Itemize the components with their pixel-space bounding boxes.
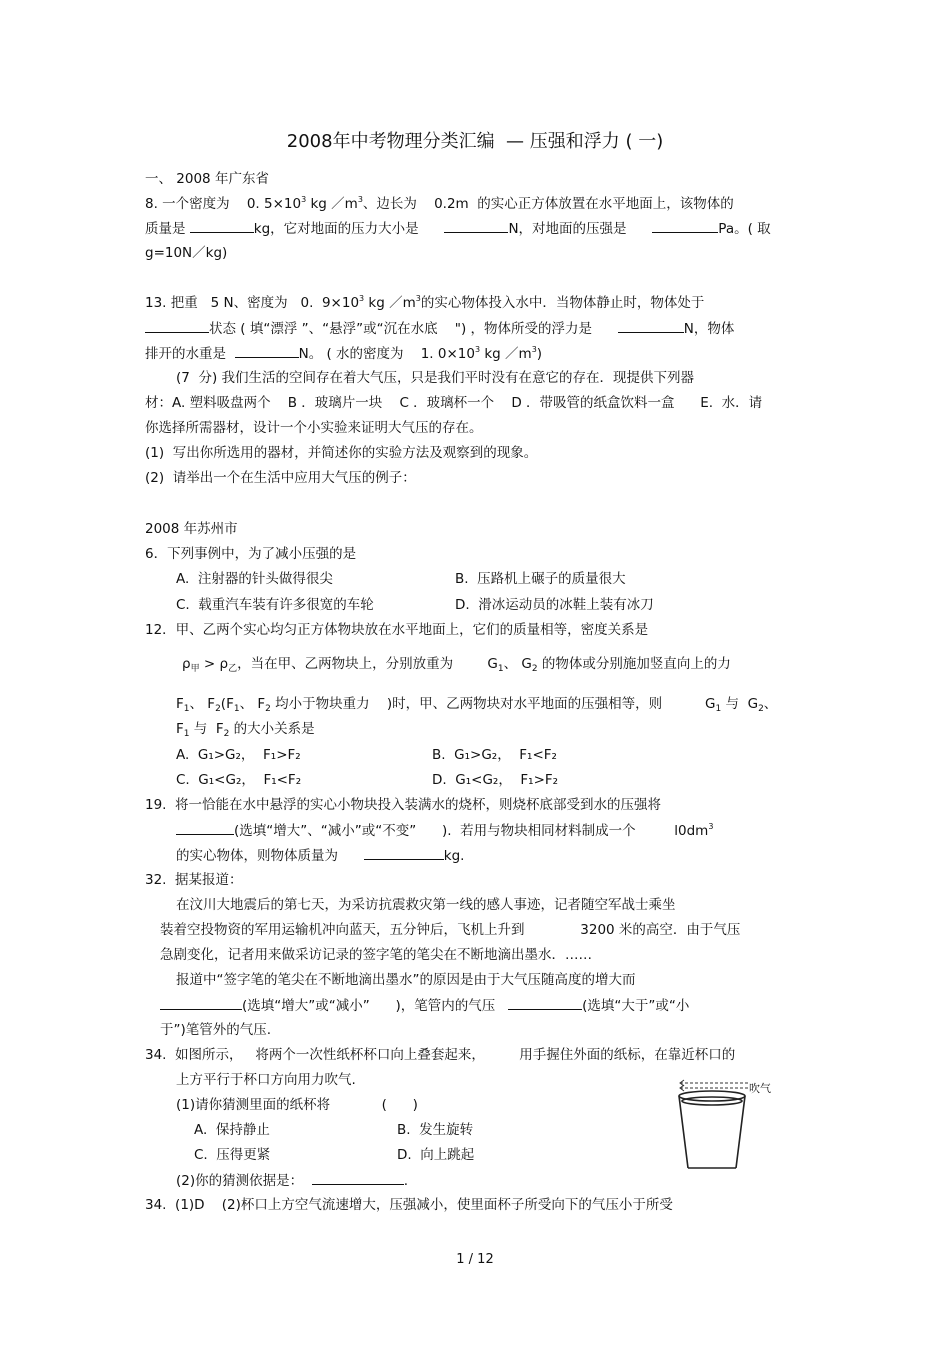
- q34-line5: (2)你的猜测依据是： .: [176, 1173, 409, 1189]
- answer-blank[interactable]: [145, 319, 209, 333]
- q34-line1: 34. 如图所示， 将两个一次性纸杯杯口向上叠套起来， 用手握住外面的纸标，在靠近杯口的: [145, 1047, 736, 1063]
- q6-stem: 6．下列事例中，为了减小压强的是: [145, 546, 357, 562]
- q8-line3: g=10N／kg): [145, 245, 228, 261]
- answer-blank[interactable]: [364, 846, 444, 860]
- paper-cups-icon: [679, 1091, 745, 1168]
- answer-blank[interactable]: [618, 319, 684, 333]
- q34-line3: (1)请你猜测里面的纸杯将 ( ): [176, 1097, 418, 1113]
- q12-option-b[interactable]: B. G₁>G₂， F₁<F₂: [432, 747, 557, 763]
- answer-blank[interactable]: [160, 996, 242, 1010]
- q34-option-c[interactable]: C. 压得更紧: [194, 1147, 271, 1163]
- q6-option-a[interactable]: A. 注射器的针头做得很尖: [176, 571, 333, 587]
- q19-line1: 19. 将一恰能在水中悬浮的实心小物块投入装满水的烧杯，则烧杯底部受到水的压强将: [145, 797, 662, 813]
- q32-para-line1: 在汶川大地震后的第七天，为采访抗震救灾第一线的感人事迹，记者随空军战士乘坐: [176, 897, 676, 913]
- page-title: 2008年中考物理分类汇编 — 压强和浮力 ( 一): [286, 131, 664, 152]
- q8-line1: 8. 一个密度为 0. $5\times 10^3$ kg $/m^3$、边长为 0.2m 的实心正方体放置在水平地面上，该物体的: [145, 195, 734, 212]
- q6-option-c[interactable]: C. 载重汽车装有许多很宽的车轮: [176, 597, 374, 613]
- q6-option-b[interactable]: B. 压路机上碾子的质量很大: [455, 571, 626, 587]
- q32-para-line5: (选填“增大”或“减小” )，笔管内的气压 (选填“大于”或“小: [160, 996, 689, 1015]
- answer-34: 34. (1)D (2)杯口上方空气流速增大，压强减小，使里面杯子所受向下的气压小于所受: [145, 1197, 673, 1213]
- q13-line2: 状态 ( 填“漂浮 ”、“悬浮”或“沉在水底 ") ，物体所受的浮力是 N，物体: [145, 319, 734, 338]
- q32-para-line2: 装着空投物资的军用运输机冲向蓝天，五分钟后，飞机上升到 3200 米的高空．由于气压: [160, 922, 741, 938]
- q12-stem: 12．甲、乙两个实心均匀正方体物块放在水平地面上，它们的质量相等，密度关系是: [145, 622, 649, 638]
- answer-blank[interactable]: [312, 1171, 404, 1185]
- q12-line4: $F_1$ 与 $F_2$ 的大小关系是: [176, 721, 315, 739]
- q7-line1: (7 分) 我们生活的空间存在着大气压，只是我们平时没有在意它的存在．现提供下列器: [176, 370, 694, 386]
- page-number: 1 / 12: [456, 1252, 494, 1267]
- q19-line2: (选填“增大”、“减小”或“不变” ). 若用与物块相同材料制成一个 $l0dm^3$: [176, 821, 713, 840]
- q32-para-line4: 报道中“签字笔的笔尖在不断地滴出墨水”的原因是由于大气压随高度的增大而: [176, 972, 636, 988]
- section-heading-guangdong: 一、 2008 年广东省: [145, 171, 269, 187]
- q12-line2: $\rho_甲 > \rho_乙$，当在甲、乙两物块上，分别放重为 $G_1$、 $G_2$ 的物体或分别施加竖直向上的力: [182, 656, 731, 674]
- q34-line2: 上方平行于杯口方向用力吹气.: [176, 1072, 356, 1088]
- q32-para-line6: 于”)笔管外的气压.: [160, 1022, 272, 1038]
- q7-line5: (2) 请举出一个在生活中应用大气压的例子：: [145, 470, 416, 486]
- answer-blank[interactable]: [652, 219, 718, 233]
- q34-option-b[interactable]: B. 发生旋转: [397, 1122, 474, 1138]
- answer-blank[interactable]: [235, 344, 299, 358]
- q12-option-c[interactable]: C. G₁<G₂， F₁<F₂: [176, 772, 302, 788]
- q32-stem: 32. 据某报道：: [145, 872, 243, 888]
- answer-blank[interactable]: [176, 821, 234, 835]
- q6-option-d[interactable]: D. 滑冰运动员的冰鞋上装有冰刀: [455, 597, 654, 613]
- q7-line2: 材：A. 塑料吸盘两个 B ．玻璃片一块 C ．玻璃杯一个 D ．带吸管的纸盒饮料一盒 E. 水．请: [145, 395, 763, 411]
- q19-line3: 的实心物体，则物体质量为 kg.: [176, 848, 465, 864]
- q13-line1: 13. 把重 5 N、密度为 0. $9\times 10^3$ kg $/m^3$的实心物体投入水中．当物体静止时，物体处于: [145, 294, 705, 311]
- q13-line3: 排开的水重是 N。 ( 水的密度为 1. $0\times 10^3$ kg $/m^3$): [145, 345, 543, 362]
- blow-arrows-icon: [680, 1080, 748, 1091]
- figure-label: 吹气: [749, 1082, 771, 1095]
- q12-line3: $F_1$、 $F_2(F_1$、 $F_2$ 均小于物块重力 )时，甲、乙两物块对水平地面的压强相等，则 $G_1$ 与 $G_2$、: [176, 696, 778, 714]
- answer-blank[interactable]: [190, 219, 254, 233]
- q12-option-d[interactable]: D. G₁<G₂， F₁>F₂: [432, 772, 559, 788]
- q34-option-d[interactable]: D. 向上跳起: [397, 1147, 475, 1163]
- answer-blank[interactable]: [444, 219, 508, 233]
- q7-line4: (1) 写出你所选用的器材，并简述你的实验方法及观察到的现象。: [145, 445, 538, 461]
- q12-option-a[interactable]: A. G₁>G₂， F₁>F₂: [176, 747, 301, 763]
- q34-option-a[interactable]: A. 保持静止: [194, 1122, 270, 1138]
- q32-para-line3: 急剧变化，记者用来做采访记录的签字笔的笔尖在不断地滴出墨水．……: [160, 947, 592, 963]
- q8-line2: 质量是 kg，它对地面的压力大小是 N，对地面的压强是 Pa。( 取: [145, 221, 771, 237]
- q7-line3: 你选择所需器材，设计一个小实验来证明大气压的存在。: [145, 420, 483, 436]
- answer-blank[interactable]: [508, 996, 582, 1010]
- section-heading-suzhou: 2008 年苏州市: [145, 521, 238, 537]
